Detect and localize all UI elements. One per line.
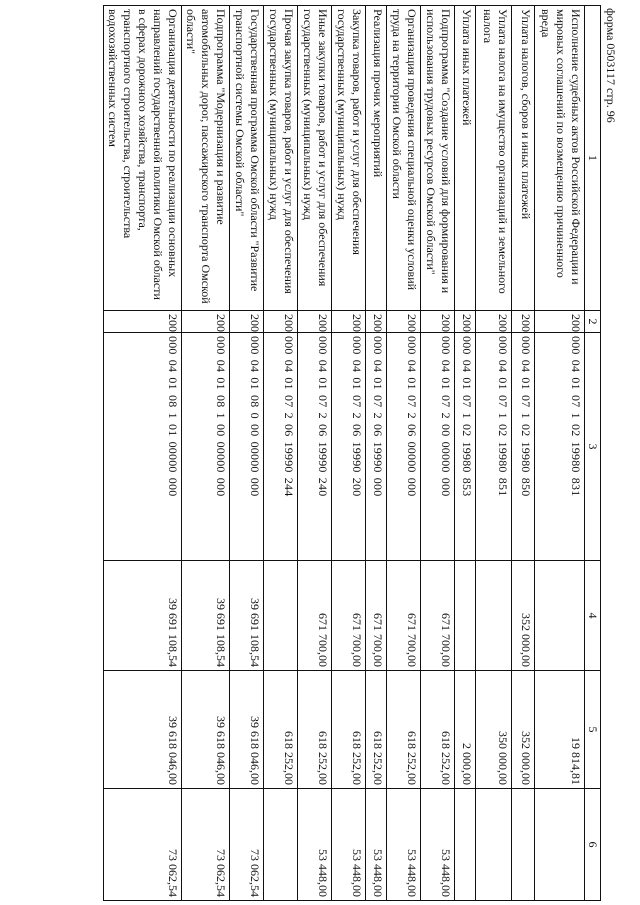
row-executed-cell: 350 000,00 xyxy=(476,671,512,789)
row-executed-cell: 618 252,00 xyxy=(264,671,298,789)
row-executed-cell: 618 252,00 xyxy=(366,671,387,789)
row-approved-cell xyxy=(455,561,476,671)
row-approved-cell: 671 700,00 xyxy=(332,561,366,671)
budget-table-container xyxy=(70,5,601,900)
table-body xyxy=(104,6,601,901)
row-unexecuted-cell: 73 062,54 xyxy=(104,789,182,901)
row-approved-cell: 39 691 108,54 xyxy=(104,561,182,671)
row-name-cell: Прочая закупка товаров, работ и услуг для обеспечения государственных (муниципальных) нужд xyxy=(264,6,298,311)
row-approved-cell: 671 700,00 xyxy=(298,561,332,671)
row-approved-cell: 39 691 108,54 xyxy=(230,561,264,671)
row-name-cell: Государственная программа Омской области "Развитие транспортной системы Омской области" xyxy=(230,6,264,311)
row-unexecuted-cell: 53 448,00 xyxy=(387,789,421,901)
row-name-cell: Исполнение судебных актов Российской Федерации и мировых соглашений по возмещению причиненного вреда xyxy=(535,6,585,311)
column-number-5: 5 xyxy=(585,671,601,789)
row-approved-cell xyxy=(476,561,512,671)
row-budget-code-cell: 000 04 01 07 2 06 00000 000 xyxy=(387,333,421,561)
row-unexecuted-cell xyxy=(476,789,512,901)
row-executed-cell: 618 252,00 xyxy=(332,671,366,789)
row-budget-code-cell: 000 04 01 07 1 02 19980 850 xyxy=(512,333,535,561)
row-budget-code-cell: 000 04 01 07 2 06 19990 000 xyxy=(366,333,387,561)
row-line-code-cell: 200 xyxy=(332,311,366,333)
table-row xyxy=(332,6,366,901)
table-row xyxy=(182,6,230,901)
row-executed-cell: 618 252,00 xyxy=(387,671,421,789)
row-unexecuted-cell: 53 448,00 xyxy=(298,789,332,901)
row-name-cell: Организация проведения специальной оценки условий труда на территории Омской области xyxy=(387,6,421,311)
row-name-cell: Закупка товаров, работ и услуг для обеспечения государственных (муниципальных) нужд xyxy=(332,6,366,311)
row-line-code-cell: 200 xyxy=(387,311,421,333)
table-row xyxy=(366,6,387,901)
row-budget-code-cell: 000 04 01 07 1 02 19980 853 xyxy=(455,333,476,561)
row-budget-code-cell: 000 04 01 07 1 02 19980 831 xyxy=(535,333,585,561)
row-budget-code-cell: 000 04 01 07 2 06 19990 244 xyxy=(264,333,298,561)
row-unexecuted-cell: 53 448,00 xyxy=(332,789,366,901)
column-number-3: 3 xyxy=(585,333,601,561)
row-line-code-cell: 200 xyxy=(230,311,264,333)
row-line-code-cell: 200 xyxy=(366,311,387,333)
row-unexecuted-cell xyxy=(535,789,585,901)
row-executed-cell: 2 000,00 xyxy=(455,671,476,789)
row-unexecuted-cell: 73 062,54 xyxy=(182,789,230,901)
row-line-code-cell: 200 xyxy=(104,311,182,333)
row-budget-code-cell: 000 04 01 07 1 02 19980 851 xyxy=(476,333,512,561)
row-name-cell: Реализация прочих мероприятий xyxy=(366,6,387,311)
row-line-code-cell: 200 xyxy=(455,311,476,333)
row-approved-cell: 671 700,00 xyxy=(387,561,421,671)
row-approved-cell: 671 700,00 xyxy=(366,561,387,671)
row-unexecuted-cell: 73 062,54 xyxy=(230,789,264,901)
budget-table xyxy=(103,5,601,901)
row-approved-cell: 39 691 108,54 xyxy=(182,561,230,671)
row-executed-cell: 39 618 046,00 xyxy=(230,671,264,789)
row-unexecuted-cell: 53 448,00 xyxy=(366,789,387,901)
table-row xyxy=(230,6,264,901)
row-executed-cell: 39 618 046,00 xyxy=(104,671,182,789)
table-header-row xyxy=(585,6,601,901)
row-approved-cell: 352 000,00 xyxy=(512,561,535,671)
row-unexecuted-cell xyxy=(512,789,535,901)
table-row xyxy=(387,6,421,901)
row-executed-cell: 352 000,00 xyxy=(512,671,535,789)
column-number-1: 1 xyxy=(585,6,601,311)
row-unexecuted-cell xyxy=(455,789,476,901)
row-line-code-cell: 200 xyxy=(264,311,298,333)
form-number-label: форма 0503117 стр. 96 xyxy=(604,8,618,123)
row-approved-cell xyxy=(264,561,298,671)
column-number-6: 6 xyxy=(585,789,601,901)
row-line-code-cell: 200 xyxy=(535,311,585,333)
row-executed-cell: 618 252,00 xyxy=(421,671,455,789)
row-line-code-cell: 200 xyxy=(476,311,512,333)
row-budget-code-cell: 000 04 01 08 1 00 00000 000 xyxy=(182,333,230,561)
row-name-cell: Уплата налогов, сборов и иных платежей xyxy=(512,6,535,311)
table-row xyxy=(535,6,585,901)
table-row xyxy=(421,6,455,901)
row-name-cell: Подпрограмма "Модернизация и развитие автомобильных дорог, пассажирского транспорта Омской области" xyxy=(182,6,230,311)
row-name-cell: Организация деятельности по реализации основных направлений государственной политики Омской области в сферах дорожного хозяйства, транспорта, транспортного строительства, строительства водохозяйственных систем xyxy=(104,6,182,311)
row-executed-cell: 618 252,00 xyxy=(298,671,332,789)
row-name-cell: Уплата налога на имущество организаций и земельного налога xyxy=(476,6,512,311)
row-executed-cell: 19 814,81 xyxy=(535,671,585,789)
row-name-cell: Иные закупки товаров, работ и услуг для обеспечения государственных (муниципальных) нужд xyxy=(298,6,332,311)
row-approved-cell: 671 700,00 xyxy=(421,561,455,671)
row-executed-cell: 39 618 046,00 xyxy=(182,671,230,789)
row-line-code-cell: 200 xyxy=(182,311,230,333)
row-unexecuted-cell xyxy=(264,789,298,901)
row-unexecuted-cell: 53 448,00 xyxy=(421,789,455,901)
table-row xyxy=(455,6,476,901)
row-line-code-cell: 200 xyxy=(512,311,535,333)
column-number-2: 2 xyxy=(585,311,601,333)
row-name-cell: Подпрограмма "Создание условий для формирования и использования трудовых ресурсов Омской области" xyxy=(421,6,455,311)
row-budget-code-cell: 000 04 01 07 2 00 00000 000 xyxy=(421,333,455,561)
row-approved-cell xyxy=(535,561,585,671)
table-row xyxy=(104,6,182,901)
row-budget-code-cell: 000 04 01 08 0 00 00000 000 xyxy=(230,333,264,561)
table-row xyxy=(264,6,298,901)
table-row xyxy=(476,6,512,901)
table-row xyxy=(512,6,535,901)
row-line-code-cell: 200 xyxy=(298,311,332,333)
row-budget-code-cell: 000 04 01 07 2 06 19990 240 xyxy=(298,333,332,561)
row-budget-code-cell: 000 04 01 08 1 01 00000 000 xyxy=(104,333,182,561)
row-budget-code-cell: 000 04 01 07 2 06 19990 200 xyxy=(332,333,366,561)
table-row xyxy=(298,6,332,901)
column-number-4: 4 xyxy=(585,561,601,671)
row-line-code-cell: 200 xyxy=(421,311,455,333)
row-name-cell: Уплата иных платежей xyxy=(455,6,476,311)
